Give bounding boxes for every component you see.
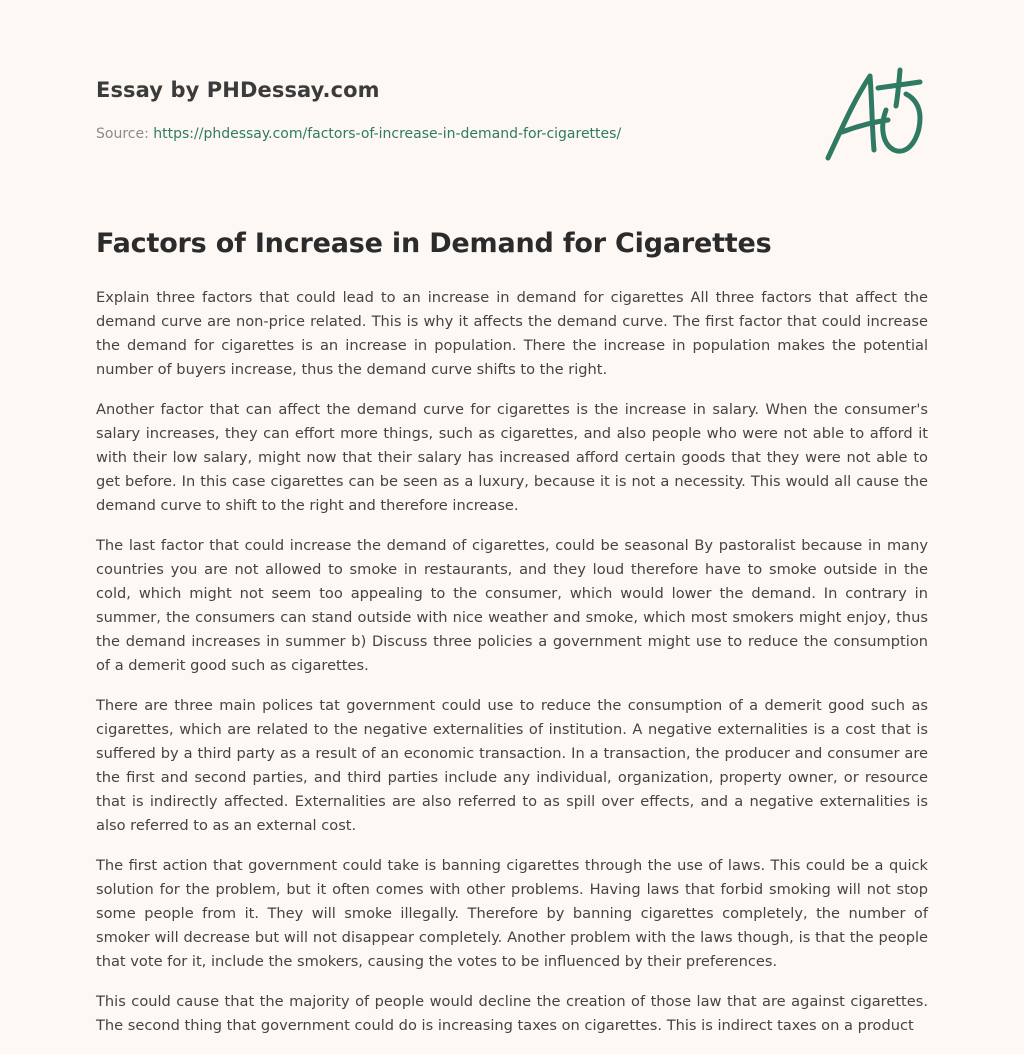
article-title: Factors of Increase in Demand for Cigarettes [96,228,772,259]
article-paragraph: There are three main polices tat government could use to reduce the consumption of a demerit good such as cigarettes, which are related to the negative externalities of institution. A negative externalities is a cost that is suffered by a third party as a result of an economic transaction. In a transaction, the producer and consumer are the first and second parties, and third parties include any individual, organization, property owner, or resource that is indirectly affected. Externalities are also referred to as spill over effects, and a negative externalities is also referred to as an external cost. [96,697,928,834]
article-paragraph: The first action that government could take is banning cigarettes through the use of laws. This could be a quick solution for the problem, but it often comes with other problems. Having laws that forbid smoking will not stop some people from it. They will smoke illegally. Therefore by banning cigarettes completely, the number of smoker will decrease but will not disappear completely. Another problem with the laws though, is that the people that vote for it, include the smokers, causing the votes to be influenced by their preferences. [96,857,928,970]
a-plus-grade-icon [820,66,930,166]
source-label: Source: [96,126,154,142]
article-paragraph: Another factor that can affect the demand curve for cigarettes is the increase in salary. When the consumer's salary increases, they can effort more things, such as cigarettes, and also people who were not able to afford it with their low salary, might now that their salary has increased afford certain goods that they were not able to get before. In this case cigarettes can be seen as a luxury, because it is not a necessity. This would all cause the demand curve to shift to the right and therefore increase. [96,401,928,514]
article-paragraph: Explain three factors that could lead to an increase in demand for cigarettes All three factors that affect the demand curve are non-price related. This is why it affects the demand curve. The first factor that could increase the demand for cigarettes is an increase in population. There the increase in population makes the potential number of buyers increase, thus the demand curve shifts to the right. [96,289,928,378]
page-header [96,76,796,144]
source-link[interactable]: https://phdessay.com/factors-of-increase-in-demand-for-cigarettes/ [153,126,622,142]
article-body [96,286,928,1054]
site-brand: Essay by PHDessay.com [96,78,380,102]
article-paragraph: This could cause that the majority of people would decline the creation of those law that are against cigarettes. The second thing that government could do is increasing taxes on cigarettes. This is indirect taxes on a product [96,993,928,1034]
source-line [96,124,796,144]
article-paragraph: The last factor that could increase the demand of cigarettes, could be seasonal By pastoralist because in many countries you are not allowed to smoke in restaurants, and they loud therefore have to smoke outside in the cold, which might not seem too appealing to the consumer, which would lower the demand. In contrary in summer, the consumers can stand outside with nice weather and smoke, which most smokers might enjoy, thus the demand increases in summer b) Discuss three policies a government might use to reduce the consumption of a demerit good such as cigarettes. [96,537,928,674]
